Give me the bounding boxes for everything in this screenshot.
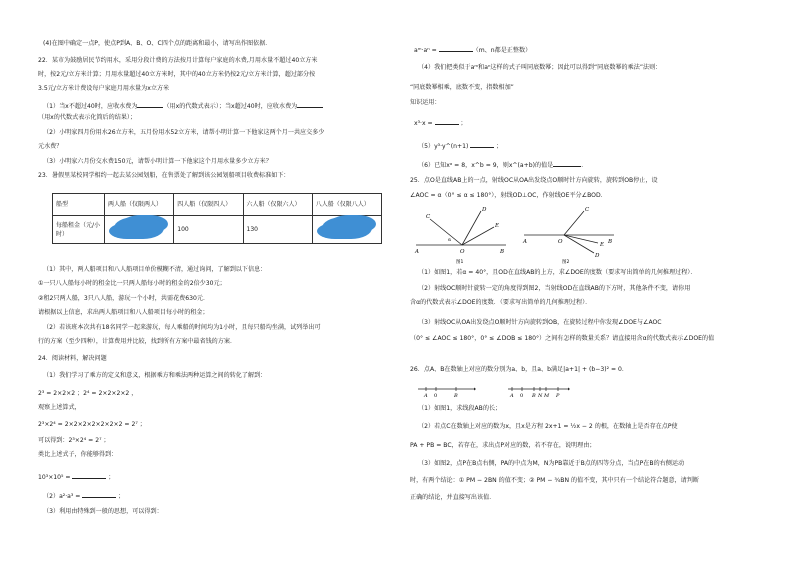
- q26-part3-cont: 时，有两个结论：① PM − 2BN 的值不变；② PM − ¾BN 的值不变，其中只有一个结论符合题意，请判断: [410, 477, 699, 484]
- svg-text:C: C: [426, 214, 431, 220]
- q22-line2: 时，按2元/立方米计算；月用水量超过40立方米时，其中的40立方米仍按2元/立方米计算，超过部分按: [38, 71, 316, 78]
- q22-part1-a: （1）当x不超过40时，应收水费为: [43, 103, 138, 110]
- q24-part4: （4）我们把类似于aᵐ和aⁿ这样的式子叫同底数幂；因此可以得到“同底数幂的乘法”法则：: [418, 64, 662, 71]
- svg-text:A: A: [415, 249, 419, 255]
- svg-text:D: D: [595, 253, 600, 259]
- q23-info1: ①一只八人船每小时的租金比一只两人船每小时的租金的2倍少30元；: [38, 280, 226, 287]
- q22-part1-b: （用x的代数式表示）；当x超过40时，应收水费为: [163, 103, 298, 110]
- table-cell: 六人船（仅限六人）: [243, 194, 312, 216]
- q24-analogy: 类比上述式子，你能够得到：: [38, 451, 118, 458]
- q24-formula3: 可以得到：2³×2⁴ = 2⁷ ；: [38, 437, 110, 444]
- q23-ask: 请根据以上信息，求出两人船项目和八人船项目每小时的租金；: [38, 309, 209, 316]
- q24-general-note: （m、n都是正整数）: [472, 47, 532, 54]
- q24-part1: （1）我们学习了乘方的定义和意义，根据乘方和乘法两种运算之间的转化了解到：: [43, 372, 267, 379]
- answer-blank[interactable]: [82, 491, 116, 498]
- q26-part2-cont: PA + PB = BC，若存在，求出点P对应的数，若不存在，说明理由；: [410, 442, 596, 449]
- q23-part2-cont: 行的方案（至少四种），计算费用并比较，找到所有方案中最省钱的方案．: [38, 338, 237, 345]
- svg-text:P: P: [556, 393, 560, 399]
- svg-text:A: A: [424, 393, 428, 399]
- table-cell: 每船租金（元/小时）: [53, 216, 105, 244]
- table-cell: 四人船（仅限四人）: [174, 194, 243, 216]
- answer-blank[interactable]: [297, 101, 323, 108]
- cloud-icon: [114, 217, 164, 239]
- q22-part2: （2）小明家四月份用水26立方米，五月份用水52立方米，请帮小明计算一下他家这两个月一共应交多少: [43, 129, 325, 136]
- svg-text:α: α: [448, 238, 452, 243]
- q25-line1: 25．点O是直线AB上的一点，射线OC从OA出发绕点O顺时针方向旋转，旋转到OB停止，设: [410, 177, 658, 184]
- q24-ex1: 10³×10⁵ = ；: [38, 474, 115, 481]
- svg-text:E: E: [495, 223, 500, 229]
- q24-apply2-text: （5）y³·y^(n+1): [418, 143, 469, 150]
- q22-part2-cont: 元水费？: [38, 143, 63, 150]
- svg-text:B: B: [500, 249, 505, 255]
- q26-part2: （2）若点C在数轴上对应的数为x，且x是方程 2x+1 = ½x − 2 的根，在数轴上是否存在点P使: [418, 423, 678, 430]
- table-cell: 130: [243, 216, 312, 244]
- q21-part4: (4)在图中确定一点P，使点P到A、B、O、C四个点的距离和最小，请写出作图依据．: [43, 40, 272, 47]
- q24-title: 24．阅读材料，解决问题: [38, 355, 107, 362]
- q23-info2: ②租2只两人船，3只八人船，游玩一个小时，共需花费630元．: [38, 295, 210, 302]
- q22-line3: 3.5元/立方米计费设每户家庭月用水量为x立方米: [38, 85, 170, 92]
- table-cell: 船型: [53, 194, 105, 216]
- figure-1-angle-diagram: [414, 205, 509, 265]
- q24-apply-title: 知识运用：: [410, 99, 441, 106]
- q25-part2-cont: 含α的代数式表示∠DOE的度数．（要求写出简单的几何推理过程）．: [410, 299, 592, 306]
- svg-text:0: 0: [434, 393, 438, 399]
- q24-apply3: [418, 160, 587, 169]
- q25-part3: （3）射线OC从OA出发绕点O顺时针方向旋转到OB，在旋转过程中你发现∠DOE与∠AOC: [418, 319, 662, 326]
- q26-part3-end: 正确的结论，并直接写出该值．: [410, 494, 496, 501]
- q22-line1: 22．某市为鼓励居民节约用水，采用分段计费的方法按月计算每户家庭的水费,月用水量不超过40立方米: [38, 57, 318, 64]
- answer-blank[interactable]: [72, 472, 106, 479]
- table-cell: [312, 216, 381, 244]
- q24-ex2: （2）a²·a³ = ；: [43, 493, 125, 500]
- q26-intro: 26．点A、B在数轴上对应的数分别为a、b，且a、b满足|a+1| + (b−3)² = 0．: [410, 366, 628, 373]
- q24-apply1: x³·x = ；: [414, 120, 467, 127]
- figure-2-angle-diagram: [522, 205, 617, 265]
- q22-part3: （3）小明家六月份交水费150元，请帮小明计算一下他家这个月用水量多少立方米？: [43, 158, 272, 165]
- table-cell: 100: [174, 216, 243, 244]
- table-row: [53, 194, 382, 216]
- q24-apply1-text: x³·x =: [414, 120, 433, 127]
- q22-part1-cont: （用x的代数式表示化简后的结果）；: [38, 114, 137, 121]
- q23-part1: （1）其中，两人船项目和八人船项目单价模糊不清，通过询问，了解到以下信息：: [43, 266, 267, 273]
- q24-formula1: 2³ = 2×2×2 ；2⁴ = 2×2×2×2 ，: [38, 390, 138, 397]
- svg-text:M: M: [544, 393, 550, 399]
- answer-blank[interactable]: [137, 101, 163, 108]
- svg-text:B: B: [608, 239, 613, 245]
- q26-part1: （1）如图1，求线段AB的长；: [418, 405, 502, 412]
- q24-general-text: aᵐ·aⁿ =: [414, 47, 437, 54]
- answer-blank[interactable]: [553, 160, 581, 167]
- q22-part1: [43, 101, 323, 110]
- svg-text:D: D: [482, 207, 487, 213]
- table-row: [53, 216, 382, 244]
- figure-2-caption: 图2: [562, 260, 570, 265]
- q24-general: [414, 45, 531, 54]
- svg-text:O: O: [460, 249, 465, 255]
- q25-part2: （2）射线OC顺时针旋转一定的角度得到图2，当射线OD在直线AB的下方时，其他条件不变，请你用: [418, 285, 691, 292]
- boat-price-table: [52, 193, 382, 244]
- q26-part3: （3）如图2，点P在B点右侧，PA的中点为M，N为PB靠近于B点的四等分点，当点P在B的右侧运动: [418, 460, 685, 467]
- q23-part2: （2）若该班本次共有18名同学一起来游玩，每人乘船的时间均为1小时，且每只船均坐满，试列举出可: [43, 324, 321, 331]
- q25-part3-cont: （0° ≤ ∠AOC ≤ 180°，0° ≤ ∠DOB ≤ 180°）之间有怎样的数量关系？请直接用含α的代数式表示∠DOE的值: [410, 335, 715, 342]
- table-cell: [105, 216, 174, 244]
- svg-text:A: A: [523, 239, 527, 245]
- q24-rule: “同底数幂相乘，底数不变，指数相加”: [410, 84, 514, 91]
- table-cell: 两人船（仅限两人）: [105, 194, 174, 216]
- q24-ex1-text: 10³×10⁵ =: [38, 474, 71, 481]
- q25-line2: ∠AOC = α（0° ≤ α ≤ 180°），射线OD⊥OC，作射线OE平分∠BOD．: [410, 192, 607, 199]
- answer-blank[interactable]: [439, 45, 473, 52]
- svg-text:0: 0: [520, 393, 524, 399]
- number-line-figure-1: [416, 384, 476, 400]
- q24-apply3-end: ．: [581, 162, 588, 169]
- svg-text:B: B: [454, 393, 458, 399]
- q23-intro: 23．暑假里某校同学相约一起去某公园划船，在售票处了解到该公园划船项目收费标准如下：: [38, 172, 290, 179]
- q24-apply3-text: （6）已知xᵃ = 8，x^b = 9，则x^(a+b)的值是: [418, 162, 554, 169]
- q24-apply2: （5）y³·y^(n+1) ；: [418, 143, 503, 150]
- svg-text:N: N: [538, 393, 543, 399]
- svg-text:E: E: [600, 242, 605, 248]
- answer-blank[interactable]: [470, 141, 494, 148]
- q24-formula2: 2³×2⁴ = 2×2×2×2×2×2×2 = 2⁷ ；: [38, 421, 146, 428]
- number-line-figure-2: [506, 384, 570, 400]
- cloud-icon: [322, 217, 372, 239]
- answer-blank[interactable]: [435, 118, 459, 125]
- svg-text:A: A: [510, 393, 514, 399]
- svg-text:B: B: [532, 393, 536, 399]
- figure-1-caption: 图1: [456, 260, 464, 265]
- table-cell: 八人船（仅限八人）: [312, 194, 381, 216]
- q24-ex2-text: （2）a²·a³ =: [43, 493, 81, 500]
- q24-part3: （3）利用由特殊到一般的思想，可以得到：: [43, 508, 163, 515]
- svg-text:C: C: [585, 207, 590, 213]
- q25-part1: （1）如图1，若α = 40°，且OD在直线AB的上方，求∠DOE的度数（要求写出简单的几何推理过程）．: [418, 269, 697, 276]
- svg-text:O: O: [558, 239, 563, 245]
- q24-observe: 观察上述算式，: [38, 404, 81, 411]
